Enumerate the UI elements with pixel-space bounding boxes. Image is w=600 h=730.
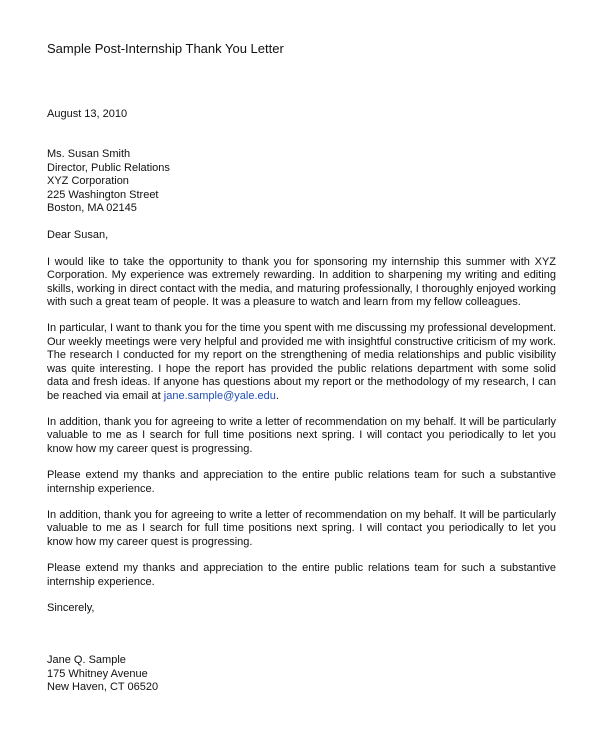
- recipient-company: XYZ Corporation: [47, 175, 129, 188]
- recipient-title: Director, Public Relations: [47, 161, 170, 174]
- letter-date: August 13, 2010: [47, 108, 128, 120]
- paragraph-development: [47, 322, 556, 402]
- paragraph-appreciation: Please extend my thanks and appreciation to the entire public relations team for such a substantive internship experience.: [47, 469, 556, 495]
- paragraph-appreciation-repeat: Please extend my thanks and appreciation to the entire public relations team for such a substantive internship experience.: [47, 562, 556, 588]
- sender-name: Jane Q. Sample: [47, 654, 126, 667]
- recipient-street: 225 Washington Street: [47, 188, 159, 201]
- recipient-city: Boston, MA 02145: [47, 202, 137, 215]
- letter-body: [47, 108, 556, 695]
- paragraph-recommendation-repeat: In addition, thank you for agreeing to write a letter of recommendation on my behalf. It will be particularly valuable to me as I search for full time positions next spring. I will contact you periodically to let you know how my career quest is progressing.: [47, 508, 556, 548]
- document-title: Sample Post-Internship Thank You Letter: [47, 41, 284, 56]
- closing: Sincerely,: [47, 601, 95, 614]
- paragraph-recommendation: In addition, thank you for agreeing to write a letter of recommendation on my behalf. It will be particularly valuable to me as I search for full time positions next spring. I will contact you periodically to let you know how my career quest is progressing.: [47, 415, 556, 455]
- signature-block: [47, 654, 556, 694]
- email-period: .: [275, 389, 279, 402]
- sender-city: New Haven, CT 06520: [47, 681, 159, 694]
- sender-street: 175 Whitney Avenue: [47, 667, 148, 680]
- paragraph-thanks: I would like to take the opportunity to thank you for sponsoring my internship this summer with XYZ Corporation. My experience was extremely rewarding. In addition to sharpening my writing and editing skills, working in direct contact with the media, and maturing professionally, I thoroughly enjoyed working with such a great team of people. It was a pleasure to watch and learn from my fellow colleagues.: [47, 255, 556, 309]
- salutation: Dear Susan,: [47, 229, 109, 242]
- email-link[interactable]: jane.sample@yale.edu: [163, 389, 276, 402]
- recipient-name: Ms. Susan Smith: [47, 148, 131, 161]
- recipient-address: [47, 148, 556, 215]
- paragraph-development-text: In particular, I want to thank you for the time you spent with me discussing my professional development. Our weekly meetings were very helpful and provided me with insightful constructive criticism of my work. The research I conducted for my report on the strengthening of media relationships and public visibility was quite interesting. I hope the report has provided the public relations department with some solid data and fresh ideas. If anyone has questions about my report or the methodology of my research, I can be reached via email at: [47, 322, 556, 402]
